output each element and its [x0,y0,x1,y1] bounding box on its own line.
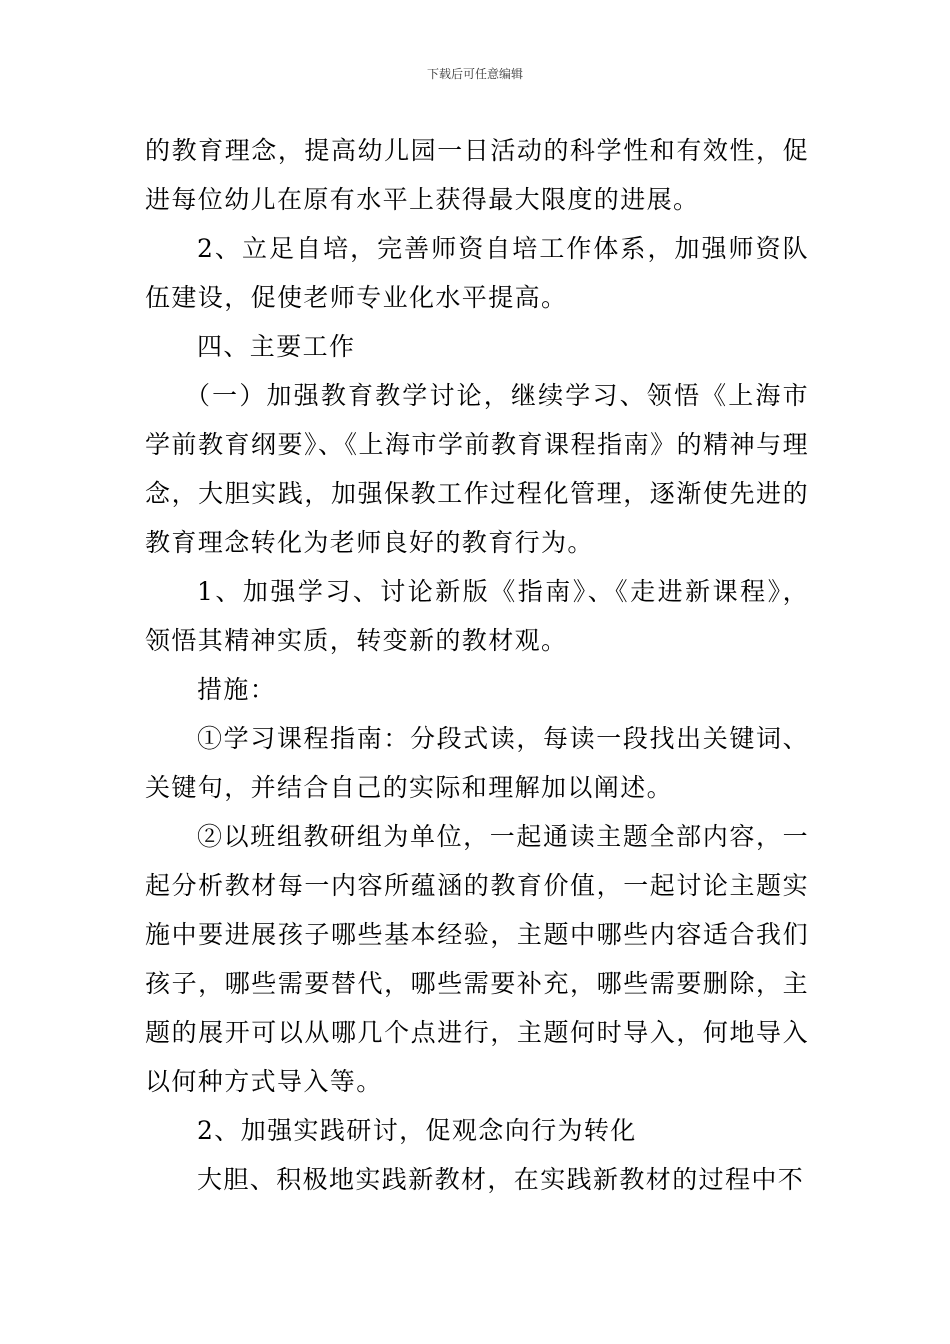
paragraph-item-1: 1、加强学习、讨论新版《指南》、《走进新课程》，领悟其精神实质，转变新的教材观。 [145,577,809,655]
paragraph-practice-text: 大胆、积极地实践新教材，在实践新教材的过程中不 [197,1165,805,1194]
paragraph-item-2: 2、立足自培，完善师资自培工作体系，加强师资队伍建设，促使老师专业化水平提高。 [145,234,809,312]
section-heading-main-work: 四、主要工作 [197,332,356,361]
paragraph-continuation: 的教育理念，提高幼儿园一日活动的科学性和有效性，促进每位幼儿在原有水平上获得最大限度的进展。 [145,136,809,214]
paragraph-measure-2: ②以班组教研组为单位，一起通读主题全部内容，一起分析教材每一内容所蕴涵的教育价值，一起讨论主题实施中要进展孩子哪些基本经验，主题中哪些内容适合我们孩子，哪些需要替代，哪些需要补充，哪些需要删除，主题的展开可以从哪几个点进行，主题何时导入，何地导入以何种方式导入等。 [145,822,809,1096]
paragraph-measures-label: 措施： [197,675,277,704]
document-body [145,126,809,1204]
paragraph-measure-1: ①学习课程指南：分段式读，每读一段找出关键词、关键句，并结合自己的实际和理解加以阐述。 [145,724,809,802]
paragraph-subsection-1: （一）加强教育教学讨论，继续学习、领悟《上海市学前教育纲要》、《上海市学前教育课程指南》的精神与理念，大胆实践，加强保教工作过程化管理，逐渐使先进的教育理念转化为老师良好的教育行为。 [145,381,809,557]
paragraph-item-2-practice: 2、加强实践研讨，促观念向行为转化 [197,1116,637,1145]
page-header: 下载后可任意编辑 [426,67,523,81]
